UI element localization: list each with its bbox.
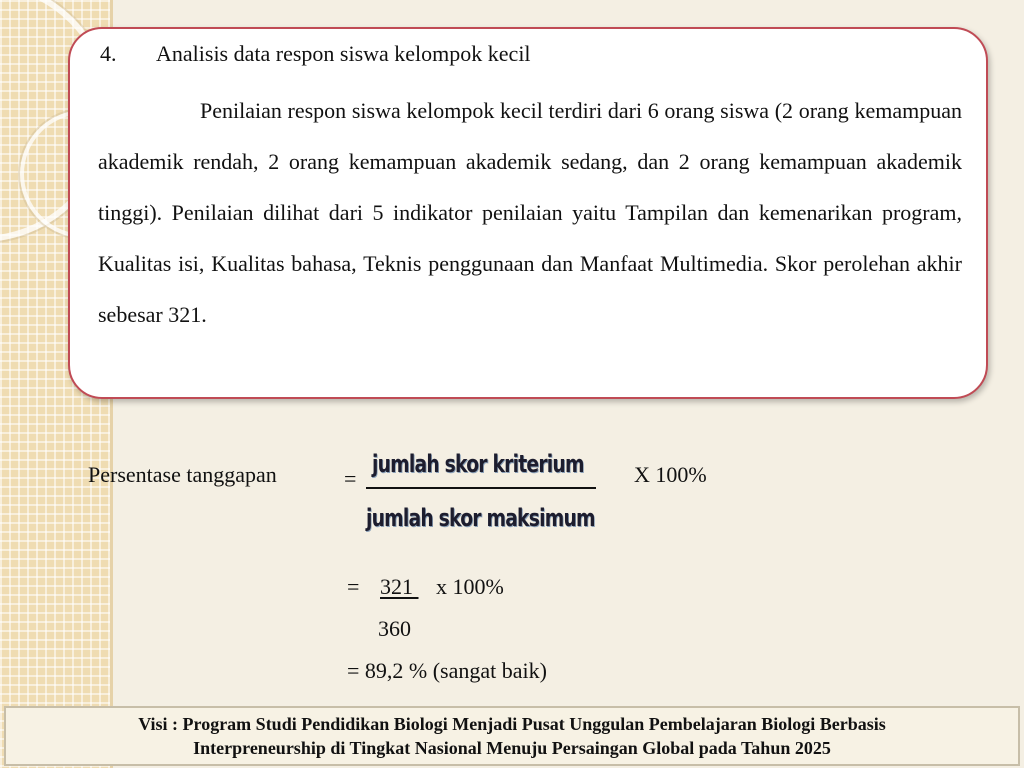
calc-multiplier: x 100% [436, 574, 504, 599]
section-number: 4. [100, 41, 117, 66]
formula-label: Persentase tanggapan [88, 462, 277, 487]
fraction-bar [366, 487, 596, 489]
calc-result: = 89,2 % (sangat baik) [347, 658, 547, 683]
formula-denominator: jumlah skor maksimum [366, 504, 595, 532]
content-box [68, 27, 988, 399]
formula-multiplier: X 100% [634, 462, 707, 487]
footer-line-1: Visi : Program Studi Pendidikan Biologi Menjadi Pusat Unggulan Pembelajaran Biologi Berbasis [138, 714, 886, 734]
calc-equals: = [347, 574, 360, 599]
section-paragraph: Penilaian respon siswa kelompok kecil terdiri dari 6 orang siswa (2 orang kemampuan akademik rendah, 2 orang kemampuan akademik sedang, dan 2 orang kemampuan akademik tinggi). Penilaian dilihat dari 5 indikator penilaian yaitu Tampilan dan kemenarikan program, Kualitas isi, Kualitas bahasa, Teknis penggunaan dan Manfaat Multimedia. Skor perolehan akhir sebesar 321. [98, 98, 962, 327]
footer-vision-banner [4, 706, 1020, 766]
formula-numerator: jumlah skor kriterium [372, 450, 584, 478]
formula-equals: = [344, 466, 357, 491]
calc-numerator: 321 [380, 574, 419, 599]
calc-denominator: 360 [378, 616, 411, 641]
footer-line-2: Interpreneurship di Tingkat Nasional Menuju Persaingan Global pada Tahun 2025 [193, 738, 831, 758]
section-title: Analisis data respon siswa kelompok kecil [156, 41, 531, 66]
